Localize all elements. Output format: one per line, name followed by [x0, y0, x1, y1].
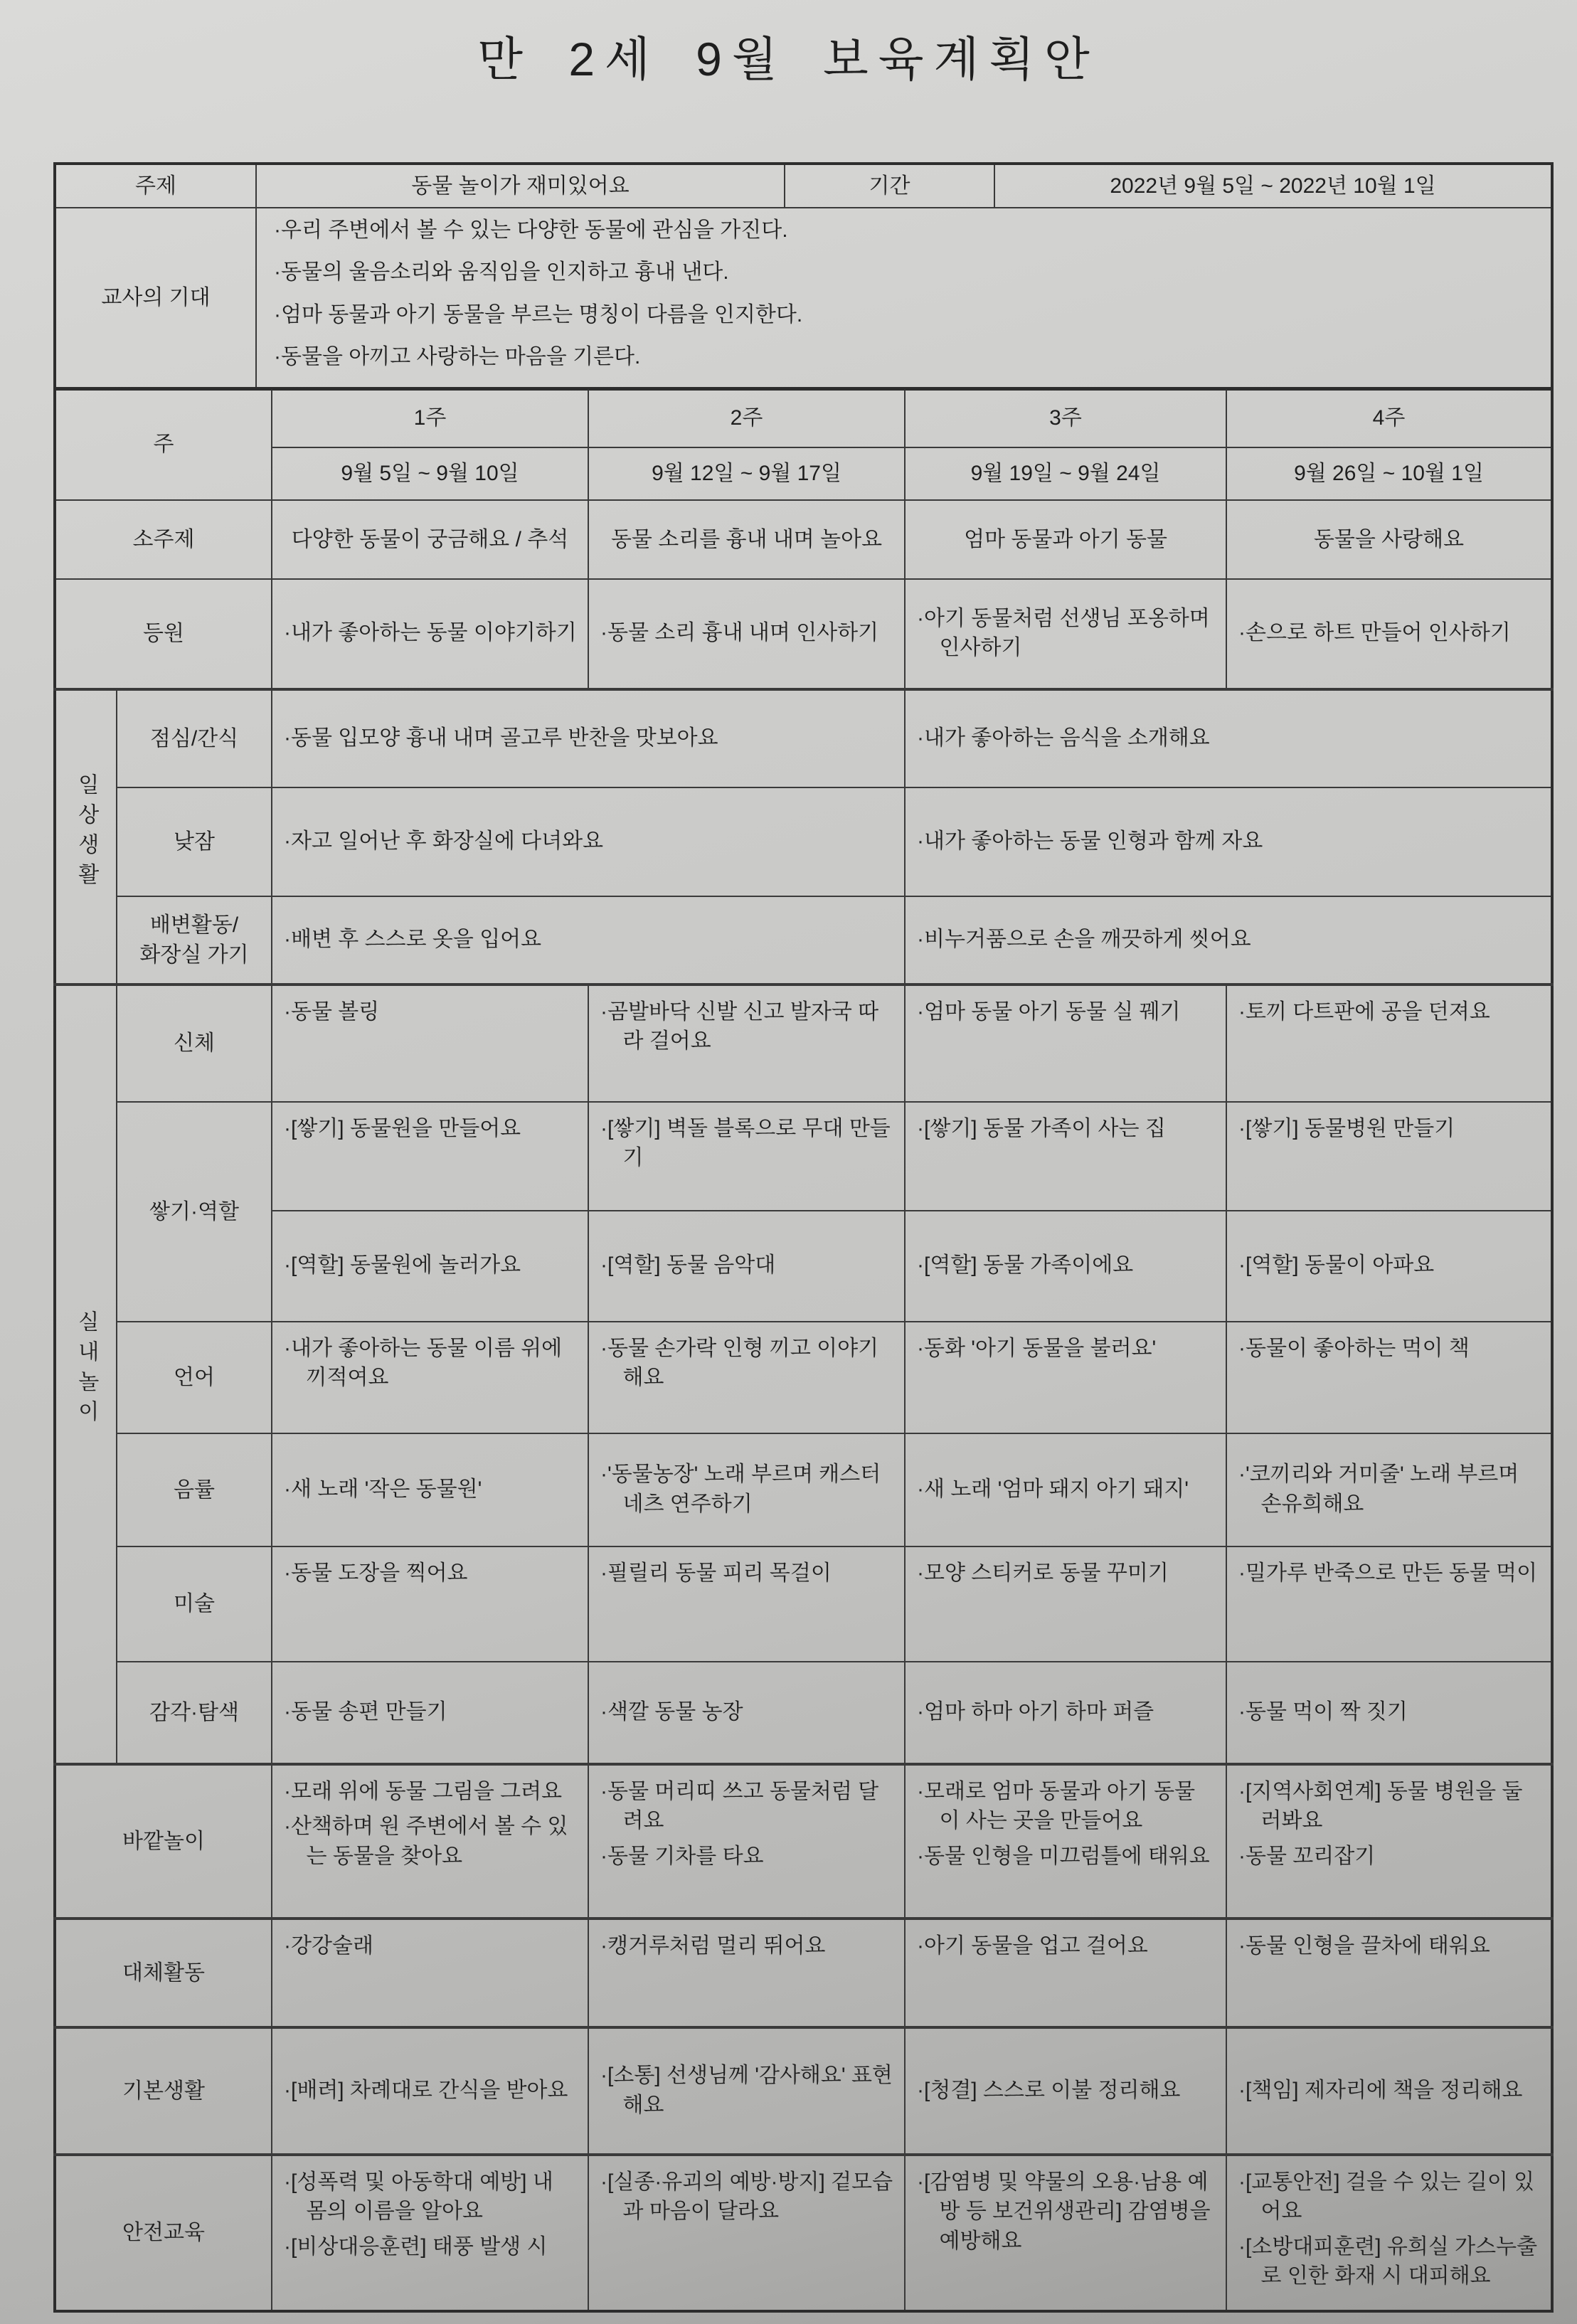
alternative-label: 대체활동: [55, 1919, 272, 2027]
expectations-cell: [256, 208, 1552, 389]
daily-row-label: 점심/간식: [117, 689, 272, 787]
safety-cell: · [실종·유괴의 예방·방지] 겉모습과 마음이 달라요: [588, 2155, 905, 2311]
week-name: 4주: [1226, 388, 1552, 447]
arrival-cell: · 아기 동물처럼 선생님 포옹하며 인사하기: [905, 579, 1226, 689]
daily-cell: · 자고 일어난 후 화장실에 다녀와요: [272, 787, 905, 896]
outdoor-cell: · 모래로 엄마 동물과 아기 동물이 사는 곳을 만들어요 · 동물 인형을 미끄럼틀에 태워요: [905, 1764, 1226, 1919]
daily-section-label: 일상생활: [55, 689, 117, 985]
alternative-cell: · 강강술래: [272, 1919, 588, 2027]
indoor-cell: · 동물 먹이 짝 짓기: [1226, 1662, 1552, 1764]
indoor-cell: · 동물 볼링: [272, 985, 588, 1102]
indoor-row-label: 감각·탐색: [117, 1662, 272, 1764]
period-label: 기간: [785, 164, 994, 208]
arrival-cell: · 동물 소리 흉내 내며 인사하기: [588, 579, 905, 689]
outdoor-label: 바깥놀이: [55, 1764, 272, 1919]
safety-cell: · [성폭력 및 아동학대 예방] 내 몸의 이름을 알아요 · [비상대응훈련] 태풍 발생 시: [272, 2155, 588, 2311]
daily-cell: · 배변 후 스스로 옷을 입어요: [272, 896, 905, 985]
subtheme-label: 소주제: [55, 500, 272, 579]
indoor-cell: · '코끼리와 거미줄' 노래 부르며 손유희해요: [1226, 1433, 1552, 1546]
plan-table: [53, 387, 1554, 2313]
indoor-row-label: 음률: [117, 1433, 272, 1546]
basic-cell: · [배려] 차례대로 간식을 받아요: [272, 2027, 588, 2155]
week-label: 주: [55, 388, 272, 500]
indoor-cell: · 동물 도장을 찍어요: [272, 1546, 588, 1662]
week-dates: 9월 5일 ~ 9월 10일: [272, 447, 588, 500]
expectations-label: 교사의 기대: [55, 208, 256, 389]
safety-cell: · [교통안전] 걸을 수 있는 길이 있어요 · [소방대피훈련] 유희실 가스누출로 인한 화재 시 대피해요: [1226, 2155, 1552, 2311]
indoor-cell: · 엄마 하마 아기 하마 퍼즐: [905, 1662, 1226, 1764]
daily-cell: · 내가 좋아하는 동물 인형과 함께 자요: [905, 787, 1552, 896]
page-title: 만 2세 9월 보육계획안: [477, 33, 1100, 85]
indoor-row-label: 신체: [117, 985, 272, 1102]
outdoor-cell: · [지역사회연계] 동물 병원을 둘러봐요 · 동물 꼬리잡기: [1226, 1764, 1552, 1919]
daily-cell: · 비누거품으로 손을 깨끗하게 씻어요: [905, 896, 1552, 985]
daily-row-label: 낮잠: [117, 787, 272, 896]
indoor-cell: · [역할] 동물원에 놀러가요: [272, 1211, 588, 1322]
safety-cell: · [감염병 및 약물의 오용·남용 예방 등 보건위생관리] 감염병을 예방해요: [905, 2155, 1226, 2311]
indoor-row-label: 언어: [117, 1322, 272, 1433]
daily-cell: · 내가 좋아하는 음식을 소개해요: [905, 689, 1552, 787]
safety-label: 안전교육: [55, 2155, 272, 2311]
alternative-cell: · 아기 동물을 업고 걸어요: [905, 1919, 1226, 2027]
indoor-cell: · 새 노래 '작은 동물원': [272, 1433, 588, 1546]
indoor-cell: · 동물이 좋아하는 먹이 책: [1226, 1322, 1552, 1433]
basic-label: 기본생활: [55, 2027, 272, 2155]
indoor-cell: · [역할] 동물 가족이에요: [905, 1211, 1226, 1322]
indoor-cell: · 엄마 동물 아기 동물 실 꿰기: [905, 985, 1226, 1102]
indoor-cell: · 곰발바닥 신발 신고 발자국 따라 걸어요: [588, 985, 905, 1102]
daily-cell: · 동물 입모양 흉내 내며 골고루 반찬을 맛보아요: [272, 689, 905, 787]
indoor-cell: · 동물 송편 만들기: [272, 1662, 588, 1764]
expectation-item: · 동물을 아끼고 사랑하는 마음을 기른다.: [274, 342, 1544, 371]
subtheme-cell: 동물 소리를 흉내 내며 놀아요: [588, 500, 905, 579]
week-dates: 9월 19일 ~ 9월 24일: [905, 447, 1226, 500]
arrival-label: 등원: [55, 579, 272, 689]
basic-cell: · [청결] 스스로 이불 정리해요: [905, 2027, 1226, 2155]
header-table: [53, 162, 1554, 391]
indoor-cell: · 동물 손가락 인형 끼고 이야기해요: [588, 1322, 905, 1433]
indoor-cell: · 내가 좋아하는 동물 이름 위에 끼적여요: [272, 1322, 588, 1433]
outdoor-cell: · 동물 머리띠 쓰고 동물처럼 달려요 · 동물 기차를 타요: [588, 1764, 905, 1919]
basic-cell: · [소통] 선생님께 '감사해요' 표현해요: [588, 2027, 905, 2155]
indoor-cell: · [역할] 동물이 아파요: [1226, 1211, 1552, 1322]
indoor-cell: · [쌓기] 동물병원 만들기: [1226, 1102, 1552, 1211]
subtheme-cell: 엄마 동물과 아기 동물: [905, 500, 1226, 579]
daily-row-label: 배변활동/화장실 가기: [117, 896, 272, 985]
indoor-row-label: 쌓기·역할: [117, 1102, 272, 1322]
alternative-cell: · 캥거루처럼 멀리 뛰어요: [588, 1919, 905, 2027]
week-name: 3주: [905, 388, 1226, 447]
subtheme-cell: 동물을 사랑해요: [1226, 500, 1552, 579]
week-dates: 9월 12일 ~ 9월 17일: [588, 447, 905, 500]
expectation-item: · 우리 주변에서 볼 수 있는 다양한 동물에 관심을 가진다.: [274, 216, 1544, 245]
indoor-cell: · [역할] 동물 음악대: [588, 1211, 905, 1322]
arrival-cell: · 손으로 하트 만들어 인사하기: [1226, 579, 1552, 689]
indoor-cell: · '동물농장' 노래 부르며 캐스터네츠 연주하기: [588, 1433, 905, 1546]
indoor-cell: · 모양 스티커로 동물 꾸미기: [905, 1546, 1226, 1662]
outdoor-cell: · 모래 위에 동물 그림을 그려요 · 산책하며 원 주변에서 볼 수 있는 동물을 찾아요: [272, 1764, 588, 1919]
indoor-cell: · 밀가루 반죽으로 만든 동물 먹이: [1226, 1546, 1552, 1662]
indoor-section-label: 실내놀이: [55, 985, 117, 1764]
indoor-cell: · 필릴리 동물 피리 목걸이: [588, 1546, 905, 1662]
indoor-cell: · 색깔 동물 농장: [588, 1662, 905, 1764]
indoor-row-label: 미술: [117, 1546, 272, 1662]
theme-value: 동물 놀이가 재미있어요: [256, 164, 785, 208]
subtheme-cell: 다양한 동물이 궁금해요 / 추석: [272, 500, 588, 579]
basic-cell: · [책임] 제자리에 책을 정리해요: [1226, 2027, 1552, 2155]
indoor-cell: · 토끼 다트판에 공을 던져요: [1226, 985, 1552, 1102]
expectation-item: · 동물의 울음소리와 움직임을 인지하고 흉내 낸다.: [274, 258, 1544, 287]
alternative-cell: · 동물 인형을 끌차에 태워요: [1226, 1919, 1552, 2027]
indoor-cell: · 동화 '아기 동물을 불러요': [905, 1322, 1226, 1433]
theme-label: 주제: [55, 164, 256, 208]
indoor-cell: · [쌓기] 벽돌 블록으로 무대 만들기: [588, 1102, 905, 1211]
indoor-cell: · [쌓기] 동물 가족이 사는 집: [905, 1102, 1226, 1211]
arrival-cell: · 내가 좋아하는 동물 이야기하기: [272, 579, 588, 689]
week-name: 1주: [272, 388, 588, 447]
period-value: 2022년 9월 5일 ~ 2022년 10월 1일: [994, 164, 1552, 208]
indoor-cell: · 새 노래 '엄마 돼지 아기 돼지': [905, 1433, 1226, 1546]
expectation-item: · 엄마 동물과 아기 동물을 부르는 명칭이 다름을 인지한다.: [274, 300, 1544, 329]
indoor-cell: · [쌓기] 동물원을 만들어요: [272, 1102, 588, 1211]
week-name: 2주: [588, 388, 905, 447]
week-dates: 9월 26일 ~ 10월 1일: [1226, 447, 1552, 500]
